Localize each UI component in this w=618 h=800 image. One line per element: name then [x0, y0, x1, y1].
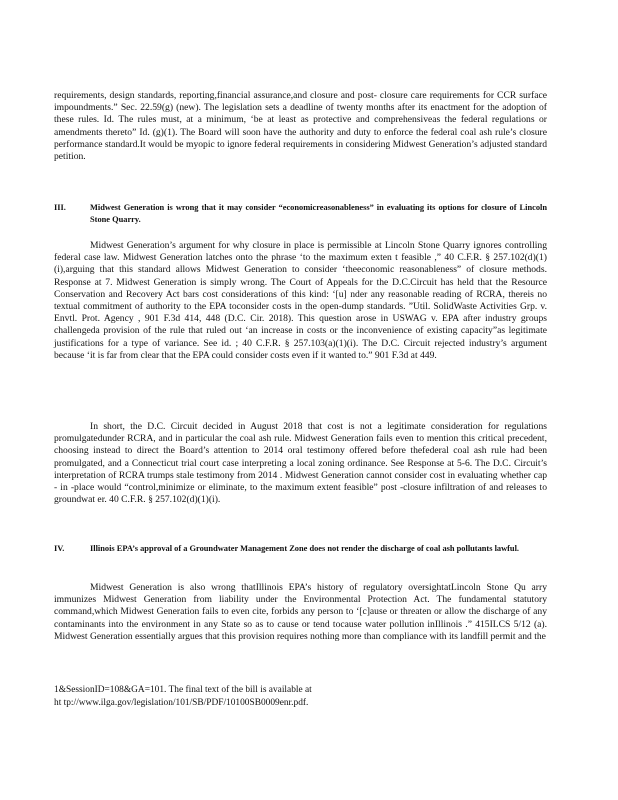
- footnote: [54, 684, 547, 710]
- body-paragraph-1: requirements, design standards, reporting,financial assurance,and closure and post- closure care requirements for CCR surface impoundments.” Sec. 22.59(g) (new). The legislation sets a deadline of twenty months after its enactment for the adoption of these rules. Id. The rules must, at a minimum, ‘be at least as protective and comprehensiveas the federal regulations or amendments thereto” Id. (g)(1). The Board will soon have the authority and duty to enforce the federal coal ash rule’s closure performance standard.It would be myopic to ignore federal requirements in considering Midwest Generation’s adjusted standard petition.: [54, 90, 547, 163]
- section-title-4: Illinois EPA’s approval of a Groundwater Management Zone does not render the discharge of coal ash pollutants lawful.: [90, 544, 520, 553]
- footnote-url[interactable]: ht tp://www.ilga.gov/legislation/101/SB/PDF/10100SB0009enr.pdf.: [54, 698, 309, 708]
- section-number-4: IV.: [54, 544, 65, 553]
- section-number-3: III.: [54, 203, 66, 212]
- section-title-3: Midwest Generation is wrong that it may consider “economicreasonableness” in evaluating its options for closure of Lincoln Stone Quarry.: [90, 203, 547, 224]
- footnote-line-1: 1&SessionID=108&GA=101. The final text of the bill is available at: [54, 685, 312, 695]
- body-paragraph-3: In short, the D.C. Circuit decided in August 2018 that cost is not a legitimate consideration for regulations promulgatedunder RCRA, and in particular the coal ash rule. Midwest Generation fails even to mention this critical precedent, choosing instead to direct the Board’s attention to 2014 oral testimony offered before thefederal coal ash rule had been promulgated, and a Connecticut trial court case interpreting a local zoning ordinance. See Response at 5-6. The D.C. Circuit’s interpretation of RCRA trumps stale testimony from 2014 . Midwest Generation cannot consider cost in evaluating whether cap - in -place would “control,minimize or eliminate, to the maximum extent feasible” post -closure infiltration of and releases to groundwat er. 40 C.F.R. § 257.102(d)(1)(i).: [54, 421, 547, 506]
- body-paragraph-4: Midwest Generation is also wrong thatIllinois EPA’s history of regulatory oversightatLincoln Stone Qu arry immunizes Midwest Generation from liability under the Environmental Protection Act. The fundamental statutory command,which Midwest Generation fails to even cite, forbids any person to ‘[c]ause or threaten or allow the discharge of any contaminants into the environment in any State so as to cause or tend tocause water pollution inIllinois .” 415ILCS 5/12 (a). Midwest Generation essentially argues that this provision requires nothing more than compliance with its landfill permit and the: [54, 582, 547, 642]
- section-heading-3: [54, 202, 547, 226]
- section-heading-4: [54, 543, 547, 555]
- body-paragraph-2: Midwest Generation’s argument for why closure in place is permissible at Lincoln Stone Quarry ignores controlling federal case law. Midwest Generation latches onto the phrase ‘to the maximum exten t feasible ,” 40 C.F.R. § 257.102(d)(1)(i),arguing that this standard allows Midwest Generation to consider ‘theeconomic reasonableness” of closure methods. Response at 7. Midwest Generation is simply wrong. The Court of Appeals for the D.C.Circuit has held that the Resource Conservation and Recovery Act bars cost considerations of this kind: ‘[u] nder any reasonable reading of RCRA, thereis no textual commitment of authority to the EPA toconsider costs in the open-dump standards. ”Util. SolidWaste Activities Grp. v. Envtl. Prot. Agency , 901 F.3d 414, 448 (D.C. Cir. 2018). This question arose in USWAG v. EPA after industry groups challengeda provision of the rule that ruled out ‘an increase in costs or the inconvenience of existing capacity”as legitimate justifications for a type of variance. See id. ; 40 C.F.R. § 257.103(a)(1)(i). The D.C. Circuit rejected industry’s argument because ‘it is far from clear that the EPA could consider costs even if it wanted to.” 901 F.3d at 449.: [54, 240, 547, 361]
